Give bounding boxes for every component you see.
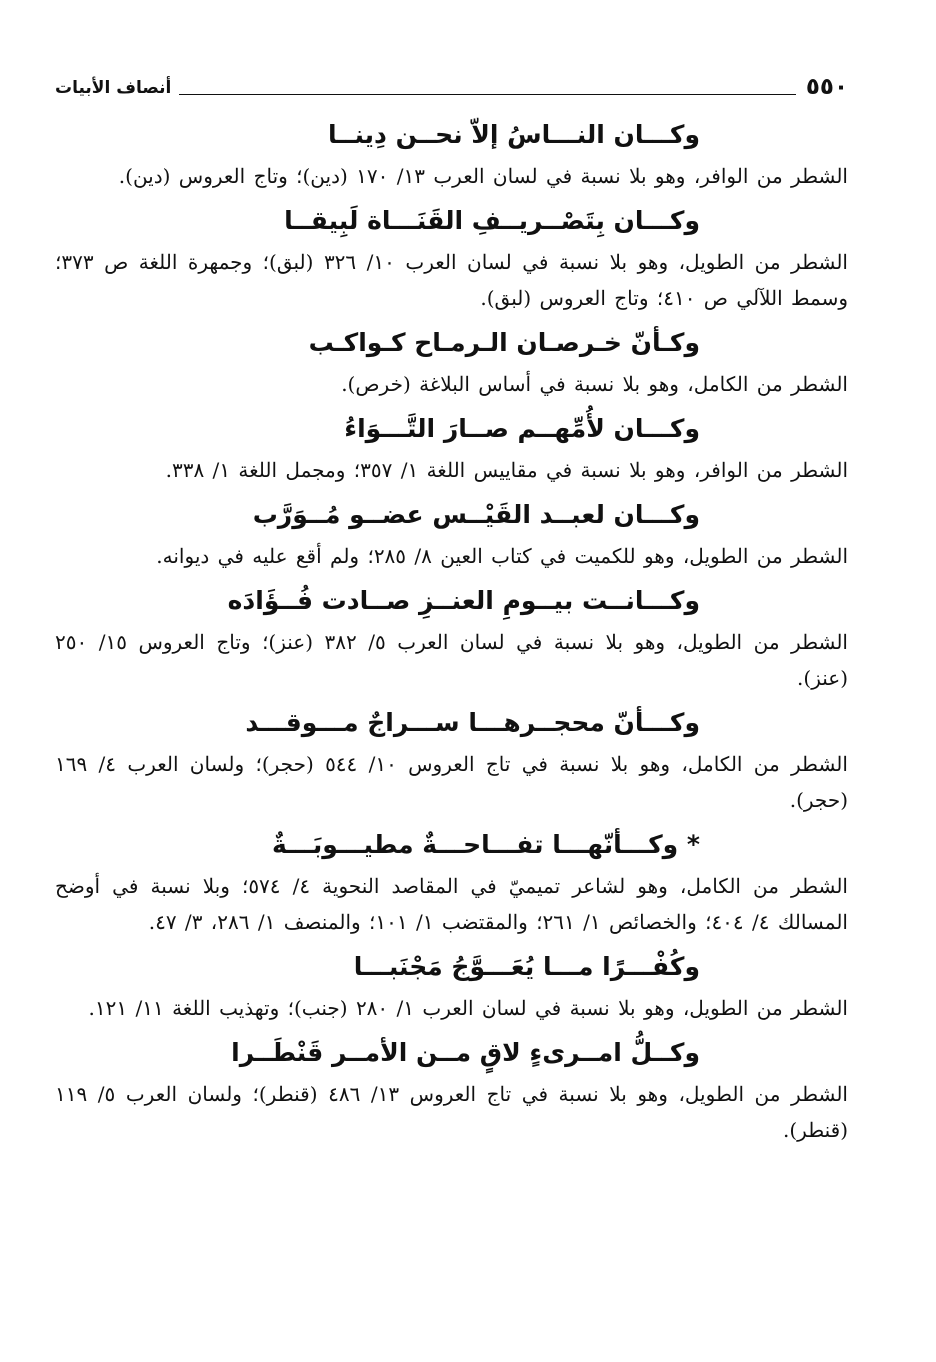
verse-line: وكــلُّ امــرىءٍ لاقٍ مــن الأمــر قَنْطَــرا	[231, 1038, 700, 1067]
verse-line: وكـــان بِتَصْــريــفِ القَنَـــاة لَبِيقــا	[284, 206, 700, 235]
verse-note: الشطر من الوافر، وهو بلا نسبة في مقاييس اللغة ١/ ٣٥٧؛ ومجمل اللغة ١/ ٣٣٨.	[165, 458, 848, 482]
entry	[55, 324, 848, 402]
verse-line: * وكـــأنّهـــا تفـــاحـــةٌ مطيـــوبَـــةٌ	[272, 830, 700, 859]
verse-note: الشطر من الكامل، وهو بلا نسبة في تاج العروس ١٠/ ٥٤٤ (حجر)؛ ولسان العرب ٤/ ١٦٩ (حجر).	[55, 752, 848, 812]
entry	[55, 826, 848, 940]
page-header	[55, 64, 848, 100]
verse-line: وكـــأنّ محجــرهـــا ســـراجٌ مـــوقـــد	[245, 708, 700, 737]
entry	[55, 582, 848, 696]
entry	[55, 704, 848, 818]
verse-note: الشطر من الكامل، وهو بلا نسبة في أساس البلاغة (خرص).	[341, 372, 848, 396]
entry	[55, 496, 848, 574]
header-rule	[179, 94, 796, 95]
running-title: أنصاف الأبيات	[55, 78, 172, 98]
verse-line: وكـــان لأُمِّهــم صــارَ التَّـــوَاءُ	[344, 414, 700, 443]
verse-line: وكـأنّ خـرصـان الـرمـاح كـواكـب	[308, 328, 700, 357]
entry	[55, 116, 848, 194]
verse-note: الشطر من الطويل، وهو بلا نسبة في تاج العروس ١٣/ ٤٨٦ (قنطر)؛ ولسان العرب ٥/ ١١٩ (قنطر).	[55, 1082, 848, 1142]
verse-line: وكُفْـــرًا مـــا يُعَـــوَّجُ مَجْنَبـــا	[353, 952, 700, 981]
verse-line: وكـــان النـــاسُ إلاّ نحــن دِينــا	[327, 120, 700, 149]
verse-note: الشطر من الطويل، وهو بلا نسبة في لسان العرب ٥/ ٣٨٢ (عنز)؛ وتاج العروس ١٥/ ٢٥٠ (عنز).	[55, 630, 848, 690]
page-content	[55, 116, 848, 1156]
entry	[55, 202, 848, 316]
verse-line: وكـــانــت بيــومِ العنــزِ صــادت فُــؤَادَه	[227, 586, 700, 615]
page-number: ٥٥٠	[805, 74, 848, 100]
verse-note: الشطر من الطويل، وهو بلا نسبة في لسان العرب ١/ ٢٨٠ (جنب)؛ وتهذيب اللغة ١١/ ١٢١.	[88, 996, 848, 1020]
entry	[55, 1034, 848, 1148]
book-page	[55, 0, 848, 1362]
verse-note: الشطر من الوافر، وهو بلا نسبة في لسان العرب ١٣/ ١٧٠ (دين)؛ وتاج العروس (دين).	[118, 164, 848, 188]
entry	[55, 948, 848, 1026]
verse-note: الشطر من الكامل، وهو لشاعر تميميّ في المقاصد النحوية ٤/ ٥٧٤؛ وبلا نسبة في أوضح المسالك ٤/ ٤٠٤؛ والخصائص ١/ ٢٦١؛ والمقتضب ١/ ١٠١؛ والمنصف ١/ ٢٨٦، ٣/ ٤٧.	[55, 874, 848, 934]
verse-line: وكـــان لعبــد القَيْــس عضــو مُــوَرَّب	[252, 500, 700, 529]
verse-note: الشطر من الطويل، وهو للكميت في كتاب العين ٨/ ٢٨٥؛ ولم أقع عليه في ديوانه.	[156, 544, 848, 568]
verse-note: الشطر من الطويل، وهو بلا نسبة في لسان العرب ١٠/ ٣٢٦ (لبق)؛ وجمهرة اللغة ص ٣٧٣؛ وسمط اللآلي ص ٤١٠؛ وتاج العروس (لبق).	[55, 250, 848, 310]
entry	[55, 410, 848, 488]
